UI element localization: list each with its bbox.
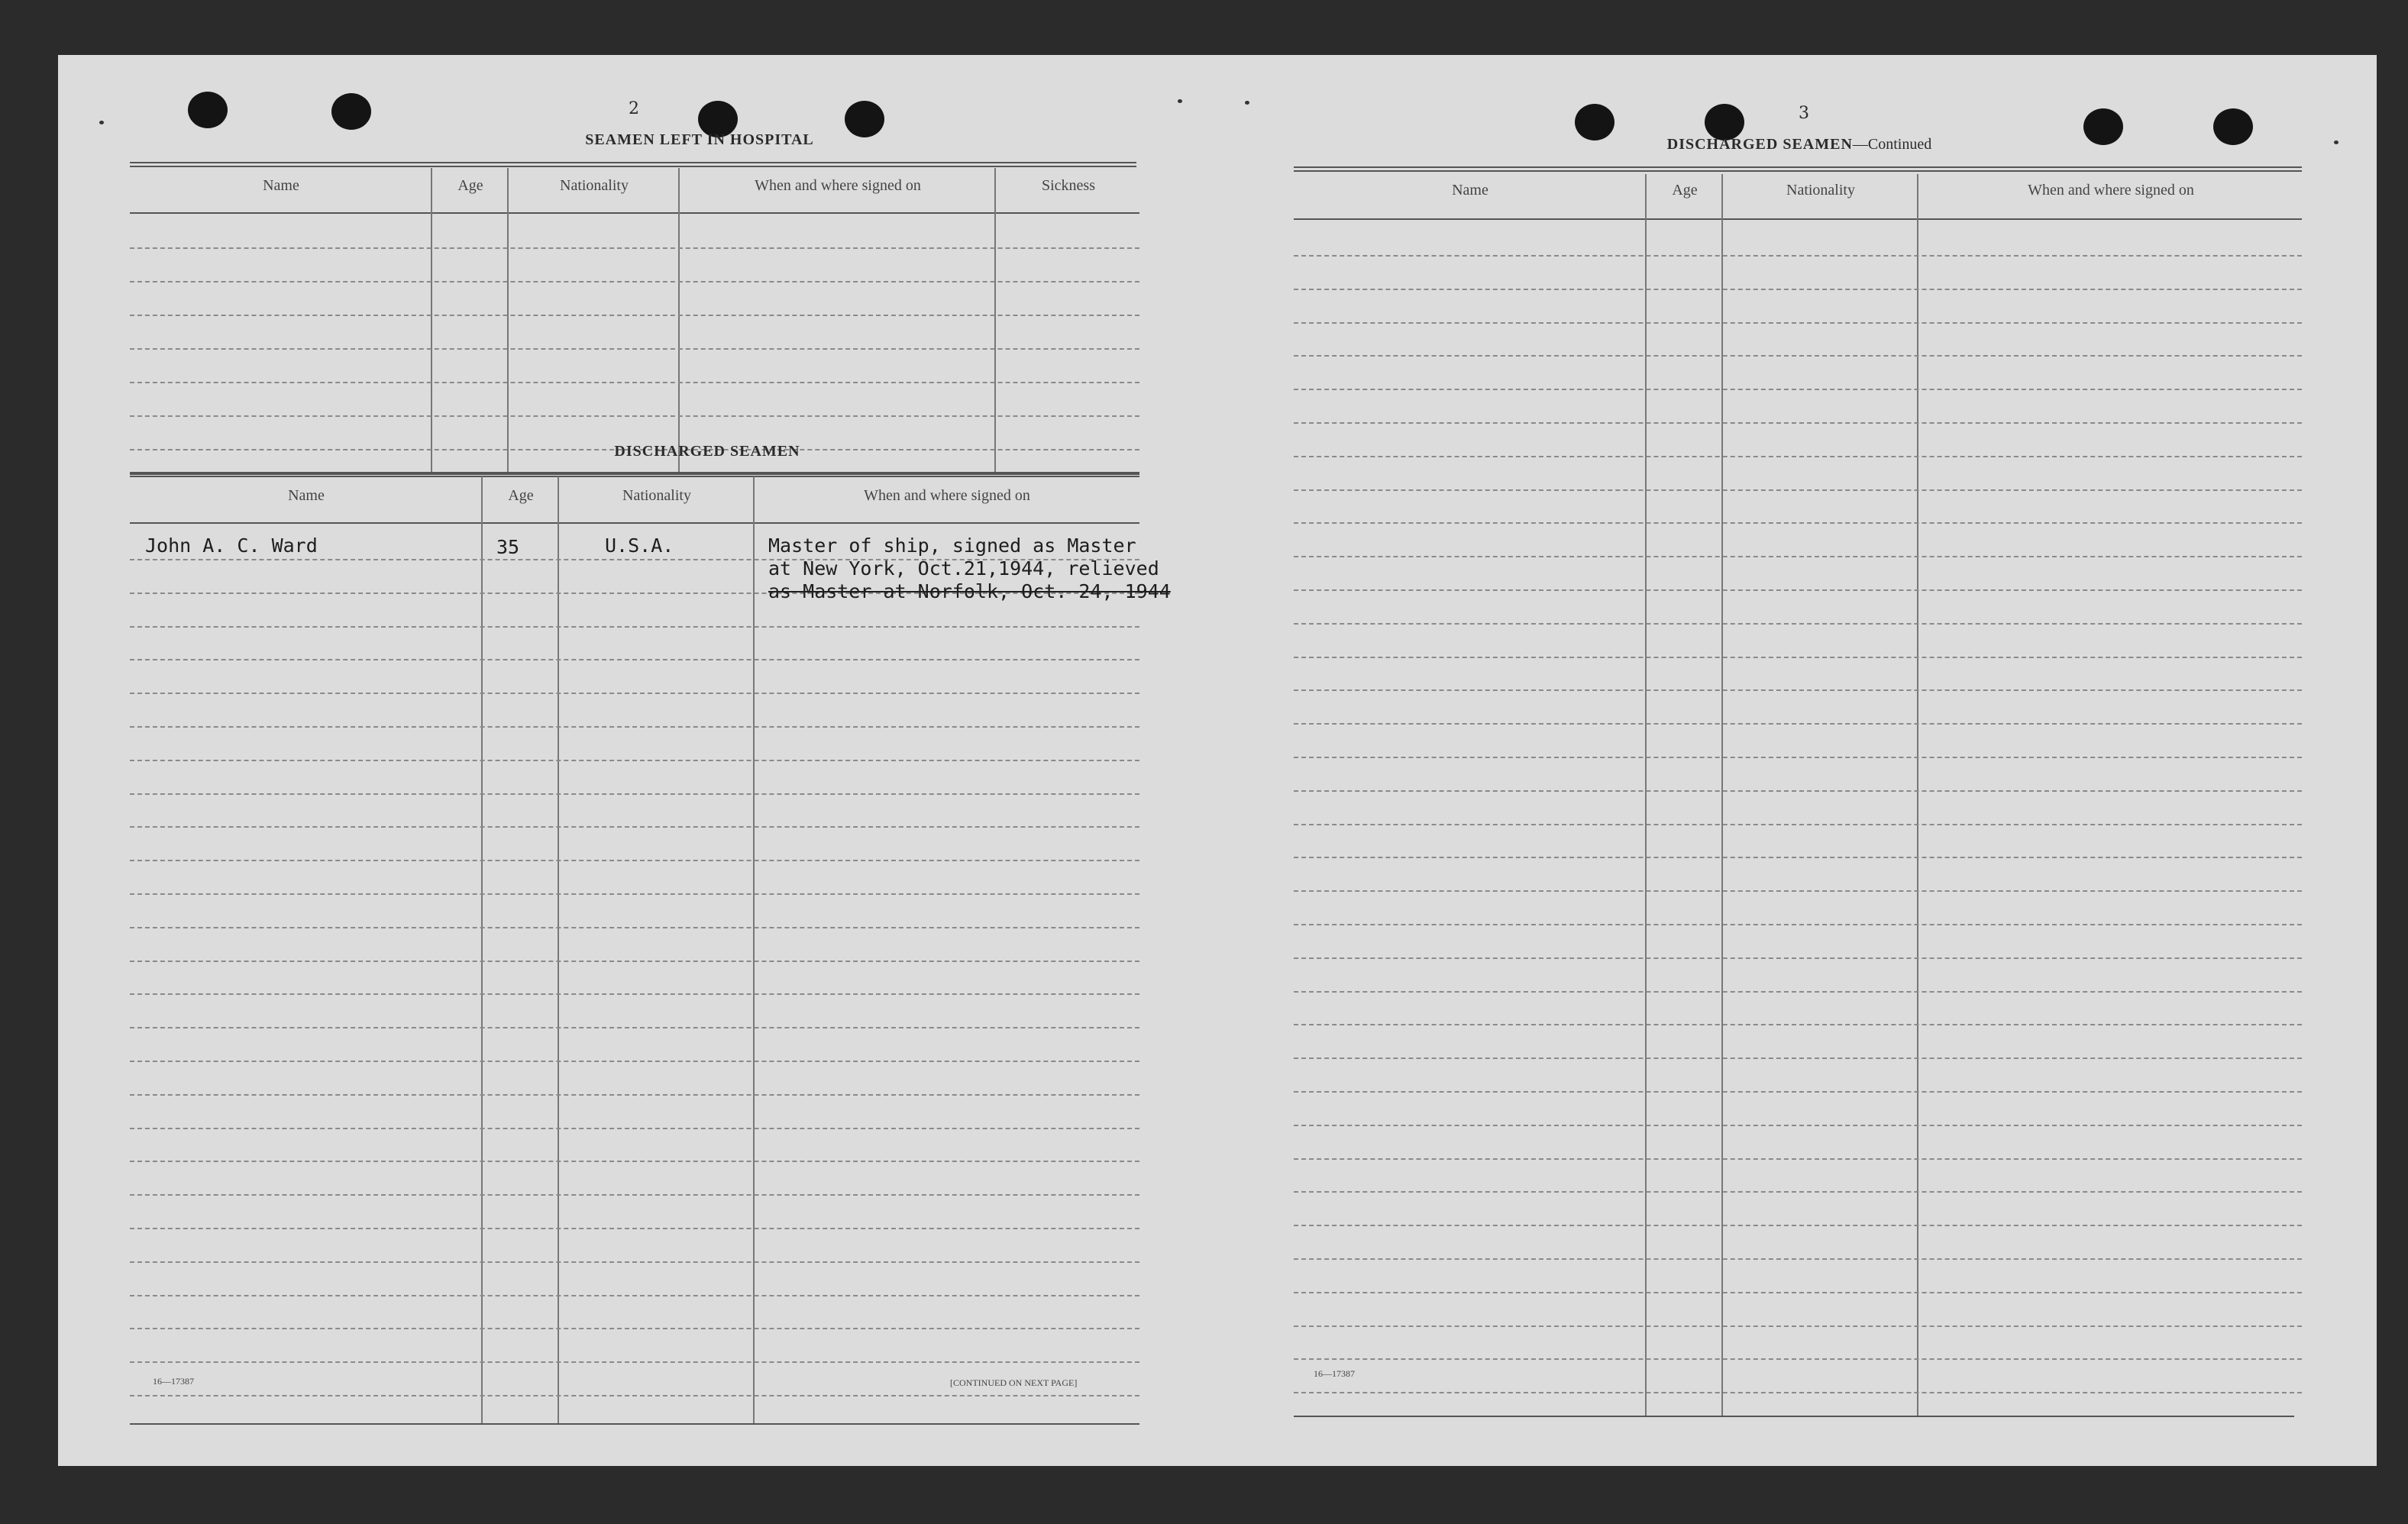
header-rule: [130, 522, 1139, 524]
column-divider: [1645, 174, 1647, 1416]
row-line: [1294, 1392, 2302, 1393]
column-header-name: Name: [288, 487, 325, 504]
page-number: 2: [629, 99, 639, 118]
hospital-table-top-rule: [130, 162, 1136, 167]
column-header-nationality: Nationality: [622, 487, 691, 504]
discharged-section-title: DISCHARGED SEAMEN: [614, 443, 800, 460]
row-line: [1294, 1292, 2302, 1293]
row-line: [1294, 824, 2302, 825]
row-line: [130, 1228, 1139, 1229]
row-line: [1294, 1024, 2302, 1025]
row-line: [130, 382, 1139, 383]
row-line: [1294, 1191, 2302, 1193]
row-line: [130, 415, 1139, 417]
row-line: [130, 993, 1139, 995]
row-line: [1294, 522, 2302, 524]
column-divider: [558, 476, 559, 1423]
discharged-table-top-rule: [130, 472, 1139, 477]
speck: [1245, 101, 1249, 105]
row-line: [1294, 790, 2302, 792]
column-divider: [753, 476, 755, 1423]
row-line: [1294, 924, 2302, 925]
column-divider: [481, 476, 483, 1423]
punch-hole: [331, 93, 371, 130]
page-number: 3: [1799, 104, 1809, 123]
form-number: 16—17387: [153, 1376, 194, 1387]
row-line: [1294, 623, 2302, 625]
row-line: [130, 281, 1139, 283]
row-line: [1294, 289, 2302, 290]
row-line: [1294, 757, 2302, 758]
row-line: [130, 1128, 1139, 1129]
speck: [99, 121, 104, 124]
row-line: [130, 893, 1139, 895]
continued-note: [CONTINUED ON NEXT PAGE]: [950, 1377, 1078, 1388]
row-line: [130, 1395, 1139, 1396]
column-divider: [1917, 174, 1918, 1416]
row-line: [130, 693, 1139, 694]
row-line: [130, 1027, 1139, 1028]
row-line: [1294, 657, 2302, 658]
seaman-name: John A. C. Ward: [145, 534, 318, 557]
row-line: [130, 247, 1139, 249]
row-line: [130, 726, 1139, 728]
punch-hole: [2213, 108, 2253, 145]
row-line: [1294, 389, 2302, 390]
column-divider: [431, 168, 432, 473]
row-line: [1294, 589, 2302, 591]
row-line: [130, 793, 1139, 795]
row-line: [1294, 1158, 2302, 1160]
row-line: [130, 1295, 1139, 1296]
row-line: [130, 1161, 1139, 1162]
row-line: [130, 927, 1139, 928]
row-line: [1294, 556, 2302, 557]
column-header-age: Age: [457, 177, 483, 194]
column-header-age: Age: [508, 487, 534, 504]
signed-on-line: as Master at Norfolk, Oct. 24, 1944: [768, 580, 1171, 602]
row-line: [1294, 322, 2302, 324]
column-header-age: Age: [1672, 182, 1698, 199]
punch-hole: [188, 92, 228, 128]
header-rule: [130, 212, 1139, 214]
column-header-nationality: Nationality: [560, 177, 629, 194]
title-suffix: —Continued: [1852, 136, 1932, 153]
row-line: [1294, 1091, 2302, 1093]
form-number: 16—17387: [1314, 1368, 1355, 1379]
column-header-nationality: Nationality: [1786, 182, 1855, 199]
row-line: [130, 659, 1139, 660]
row-line: [130, 1094, 1139, 1096]
column-header-signed-on: When and where signed on: [2028, 182, 2194, 199]
row-line: [1294, 890, 2302, 892]
row-line: [1294, 1225, 2302, 1226]
row-line: [130, 626, 1139, 628]
row-line: [1294, 1358, 2302, 1360]
column-divider: [994, 168, 996, 473]
column-divider: [507, 168, 509, 473]
document-sheet: [58, 55, 2377, 1466]
row-line: [1294, 355, 2302, 357]
column-header-signed-on: When and where signed on: [755, 177, 921, 194]
row-line: [130, 1361, 1139, 1363]
table-top-rule: [1294, 166, 2302, 172]
row-line: [130, 315, 1139, 316]
speck: [2334, 140, 2339, 144]
signed-on-line: at New York, Oct.21,1944, relieved: [768, 557, 1159, 580]
row-line: [130, 1061, 1139, 1062]
row-line: [1294, 689, 2302, 691]
punch-hole: [1705, 104, 1744, 140]
row-line: [1294, 1325, 2302, 1327]
column-header-name: Name: [263, 177, 299, 194]
row-line: [130, 1194, 1139, 1196]
table-bottom-rule: [1294, 1416, 2294, 1417]
header-rule: [1294, 218, 2302, 220]
row-line: [1294, 422, 2302, 424]
row-line: [130, 961, 1139, 962]
row-line: [130, 760, 1139, 761]
row-line: [130, 860, 1139, 861]
discharged-table-bottom-rule: [130, 1423, 1139, 1425]
row-line: [1294, 1125, 2302, 1126]
row-line: [130, 1328, 1139, 1329]
row-line: [130, 826, 1139, 828]
discharged-continued-title: [1494, 136, 2105, 153]
row-line: [1294, 957, 2302, 959]
seaman-age: 35: [496, 536, 520, 558]
row-line: [1294, 857, 2302, 858]
column-divider: [1721, 174, 1723, 1416]
row-line: [1294, 489, 2302, 491]
speck: [1178, 99, 1182, 103]
row-line: [130, 348, 1139, 350]
seaman-nationality: U.S.A.: [605, 534, 674, 557]
column-header-signed-on: When and where signed on: [864, 487, 1030, 504]
row-line: [1294, 1258, 2302, 1260]
row-line: [1294, 1057, 2302, 1059]
column-header-name: Name: [1452, 182, 1488, 199]
title-main: DISCHARGED SEAMEN: [1666, 136, 1853, 153]
signed-on-line: Master of ship, signed as Master: [768, 534, 1136, 557]
column-header-sickness: Sickness: [1042, 177, 1095, 194]
row-line: [130, 1261, 1139, 1263]
row-line: [1294, 991, 2302, 993]
column-divider: [678, 168, 680, 473]
row-line: [1294, 723, 2302, 725]
hospital-section-title: SEAMEN LEFT IN HOSPITAL: [585, 131, 814, 148]
row-line: [1294, 255, 2302, 257]
row-line: [1294, 456, 2302, 457]
punch-hole: [1575, 104, 1614, 140]
